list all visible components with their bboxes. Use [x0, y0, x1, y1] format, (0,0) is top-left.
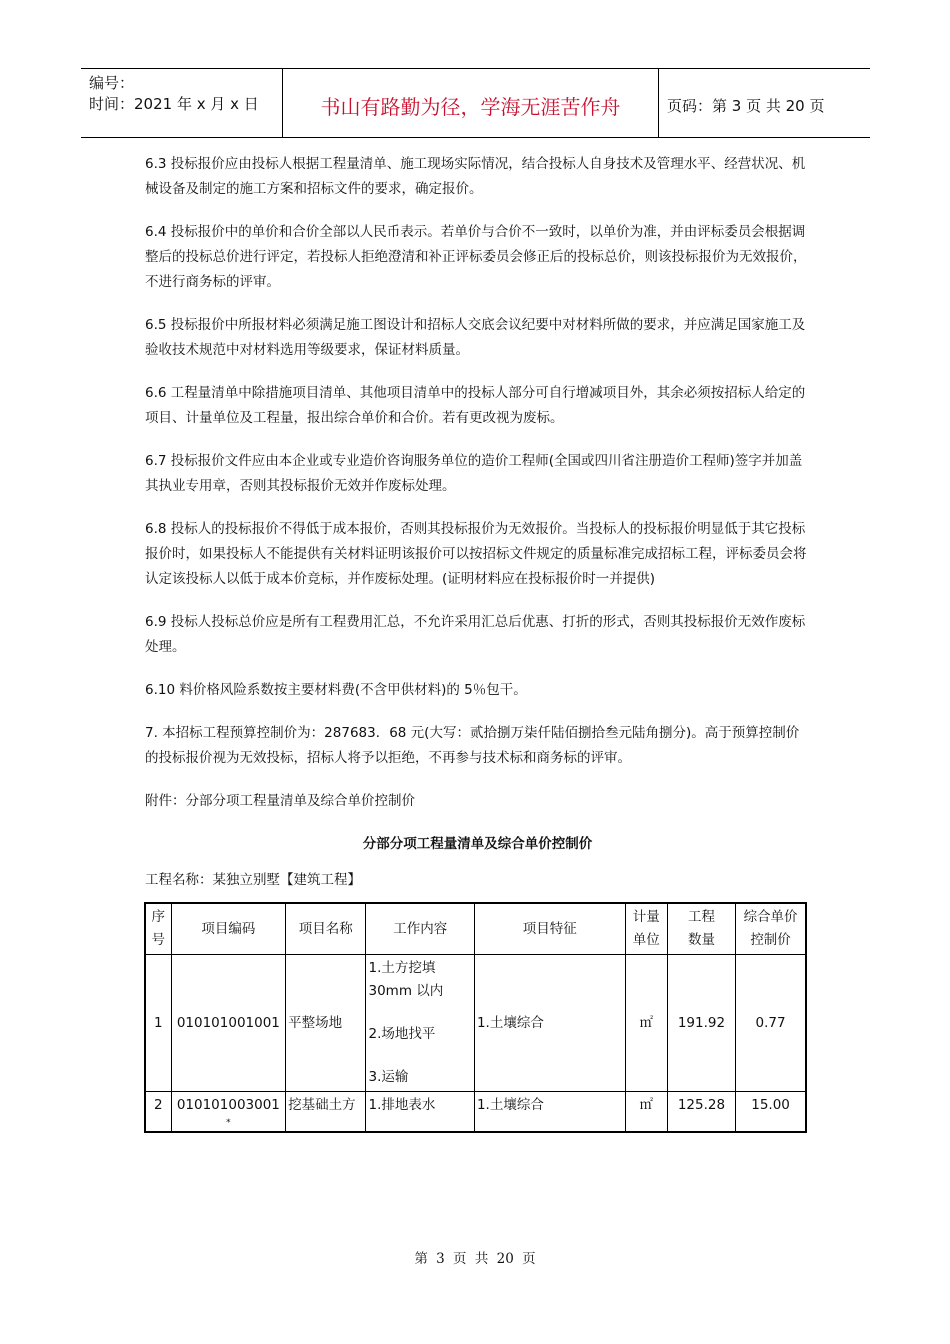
table-row: [145, 955, 806, 1092]
cell-unit: ㎡: [625, 1092, 667, 1133]
header-motto: 书山有路勤为径，学海无涯苦作舟: [320, 95, 621, 119]
cell-seq: 2: [145, 1092, 171, 1133]
paragraph-6-9: 6.9 投标人投标总价应是所有工程费用汇总，不允许采用汇总后优惠、打折的形式，否则其投标报价无效作废标处理。: [145, 614, 806, 655]
paragraph-6-4: 6.4 投标报价中的单价和合价全部以人民币表示。若单价与合价不一致时，以单价为准，并由评标委员会根据调整后的投标总价进行评定，若投标人拒绝澄清和补正评标委员会修正后的投标总价，则该投标报价为无效报价，不进行商务标的评审。: [145, 224, 807, 290]
cell-code: 010101003001 *: [171, 1092, 286, 1133]
cell-qty: 191.92: [667, 955, 735, 1092]
cell-code: 010101001001: [171, 955, 286, 1092]
cell-price: 15.00: [736, 1092, 806, 1133]
table-header-row: [145, 903, 806, 955]
page-header: [81, 68, 870, 138]
header-name: 项目名称: [286, 903, 366, 955]
cell-name: 平整场地: [286, 955, 366, 1092]
document-body: [145, 152, 810, 1133]
cell-price: 0.77: [736, 955, 806, 1092]
cell-feature: 1.土壤综合: [474, 1092, 625, 1133]
header-seq: 序 号: [145, 903, 171, 955]
cell-name: 挖基础土方: [286, 1092, 366, 1133]
page-footer: 第 3 页 共 20 页: [414, 1251, 536, 1267]
paragraph-6-10: 6.10 料价格风险系数按主要材料费(不含甲供材料)的 5％包干。: [145, 682, 527, 698]
bill-of-quantities-table: [144, 902, 807, 1133]
cell-feature: 1.土壤综合: [474, 955, 625, 1092]
cell-qty: 125.28: [667, 1092, 735, 1133]
header-left-cell: [81, 69, 283, 137]
header-code: 项目编码: [171, 903, 286, 955]
header-unit: 计量 单位: [625, 903, 667, 955]
paragraph-6-7: 6.7 投标报价文件应由本企业或专业造价咨询服务单位的造价工程师(全国或四川省注册造价工程师)签字并加盖其执业专用章，否则其投标报价无效并作废标处理。: [145, 453, 803, 494]
attachment-note: 附件：分部分项工程量清单及综合单价控制价: [145, 793, 415, 809]
paragraph-6-5: 6.5 投标报价中所报材料必须满足施工图设计和招标人交底会议纪要中对材料所做的要求，并应满足国家施工及验收技术规范中对材料选用等级要求，保证材料质量。: [145, 317, 806, 358]
document-date-label: 时间：2021 年 x 月 x 日: [89, 95, 259, 113]
project-name: 工程名称：某独立别墅【建筑工程】: [145, 872, 361, 888]
cell-work: 1.排地表水: [366, 1092, 474, 1133]
header-page-number: 页码：第 3 页 共 20 页: [667, 97, 825, 115]
cell-seq: 1: [145, 955, 171, 1092]
paragraph-6-6: 6.6 工程量清单中除措施项目清单、其他项目清单中的投标人部分可自行增减项目外，其余必须按招标人给定的项目、计量单位及工程量，报出综合单价和合价。若有更改视为废标。: [145, 385, 806, 426]
table-title: 分部分项工程量清单及综合单价控制价: [362, 836, 593, 852]
document-code-label: 编号：: [89, 74, 135, 92]
table-row: [145, 1092, 806, 1133]
paragraph-6-3: 6.3 投标报价应由投标人根据工程量清单、施工现场实际情况，结合投标人自身技术及管理水平、经营状况、机械设备及制定的施工方案和招标文件的要求，确定报价。: [145, 156, 806, 197]
header-right-cell: [659, 69, 870, 137]
header-price: 综合单价 控制价: [736, 903, 806, 955]
header-work: 工作内容: [366, 903, 474, 955]
paragraph-7: 7. 本招标工程预算控制价为：287683．68 元(大写：贰拾捌万柒仟陆佰捌拾叁元陆角捌分)。高于预算控制价的投标报价视为无效投标，招标人将予以拒绝，不再参与技术标和商务标的评审。: [145, 725, 800, 766]
code-note-mark: *: [226, 1118, 231, 1128]
header-qty: 工程 数量: [667, 903, 735, 955]
cell-work: 1.土方挖填 30mm 以内 2.场地找平 3.运输: [366, 955, 474, 1092]
header-middle-cell: [283, 69, 659, 137]
header-feature: 项目特征: [474, 903, 625, 955]
cell-unit: ㎡: [625, 955, 667, 1092]
paragraph-6-8: 6.8 投标人的投标报价不得低于成本报价，否则其投标报价为无效报价。当投标人的投标报价明显低于其它投标报价时，如果投标人不能提供有关材料证明该报价可以按招标文件规定的质量标准完成招标工程，评标委员会将认定该投标人以低于成本价竞标，并作废标处理。(证明材料应在投标报价时一并提供): [145, 521, 807, 587]
